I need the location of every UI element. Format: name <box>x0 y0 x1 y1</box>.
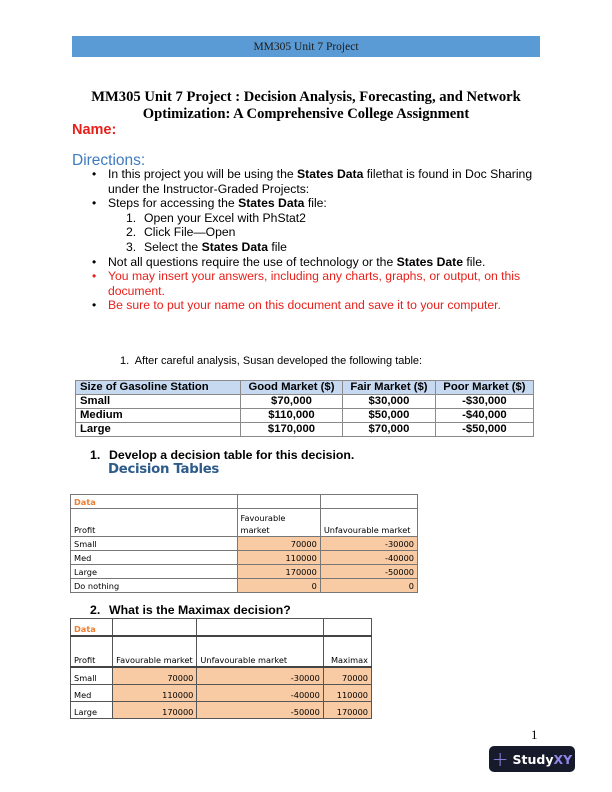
table-row: Do nothing 0 0 <box>71 579 418 593</box>
direction-item: • Steps for accessing the States Data file: <box>92 196 327 211</box>
table-row: Small 70000 -30000 <box>71 537 418 551</box>
table-row: Large 170000 -50000 170000 <box>71 702 372 719</box>
step-item: 3. Select the States Data file <box>126 239 287 254</box>
step-item: 2. Click File—Open <box>126 225 236 240</box>
bullet-icon: • <box>92 167 97 181</box>
brand-name: StudyXY <box>512 751 573 767</box>
gasoline-station-table <box>75 380 534 437</box>
table-row: Small $70,000 $30,000 -$30,000 <box>76 395 534 409</box>
running-header-title: MM305 Unit 7 Project <box>253 40 359 53</box>
studyxy-badge[interactable] <box>489 746 575 772</box>
table-header-row: Size of Gasoline Station Good Market ($) Fair Market ($) Poor Market ($) <box>76 381 534 395</box>
question-intro: 1. After careful analysis, Susan developed the following table: <box>120 355 423 367</box>
table-row: Medium $110,000 $50,000 -$40,000 <box>76 409 534 423</box>
table-row: Small 70000 -30000 70000 <box>71 667 372 685</box>
table-row: Large $170,000 $70,000 -$50,000 <box>76 423 534 437</box>
plus-icon: + <box>491 747 509 771</box>
bullet-icon: • <box>92 254 97 269</box>
bullet-icon: • <box>92 269 97 284</box>
direction-item: • Not all questions require the use of technology or the States Date file. <box>92 254 486 269</box>
title-line-2: Optimization: A Comprehensive College Assignment <box>142 105 470 122</box>
bullet-icon: • <box>92 298 97 313</box>
direction-item: • In this project you will be using the States Data filethat is found in Doc Sharing under the Instructor-Graded Projects: <box>92 167 533 196</box>
directions-list <box>72 167 540 313</box>
running-header <box>72 36 540 57</box>
table-row: Med 110000 -40000 110000 <box>71 685 372 702</box>
table-label-row <box>71 495 418 509</box>
step-item: 1. Open your Excel with PhStat2 <box>126 210 306 225</box>
data-label: Data <box>71 495 238 509</box>
maximax-table <box>70 618 372 719</box>
page-number: 1 <box>531 727 538 742</box>
decision-table <box>70 494 418 593</box>
table-header-row: Profit Favourable market Unfavourable market Maximax <box>71 636 372 667</box>
table-label-row <box>71 619 372 637</box>
document-title <box>72 89 540 122</box>
bullet-icon: • <box>92 196 97 211</box>
title-line-1: MM305 Unit 7 Project : Decision Analysis, Forecasting, and Network <box>91 89 521 105</box>
data-label: Data <box>71 619 113 637</box>
direction-item: • You may insert your answers, including any charts, graphs, or output, on this document. <box>92 269 521 298</box>
directions-heading: Directions: <box>72 152 146 169</box>
name-label: Name: <box>72 122 117 138</box>
table-row: Med 110000 -40000 <box>71 551 418 565</box>
direction-item: • Be sure to put your name on this document and save it to your computer. <box>92 298 501 313</box>
decision-tables-heading: Decision Tables <box>108 462 220 477</box>
table-header-row: Profit Favourable market Unfavourable market <box>71 509 418 537</box>
table-row: Large 170000 -50000 <box>71 565 418 579</box>
